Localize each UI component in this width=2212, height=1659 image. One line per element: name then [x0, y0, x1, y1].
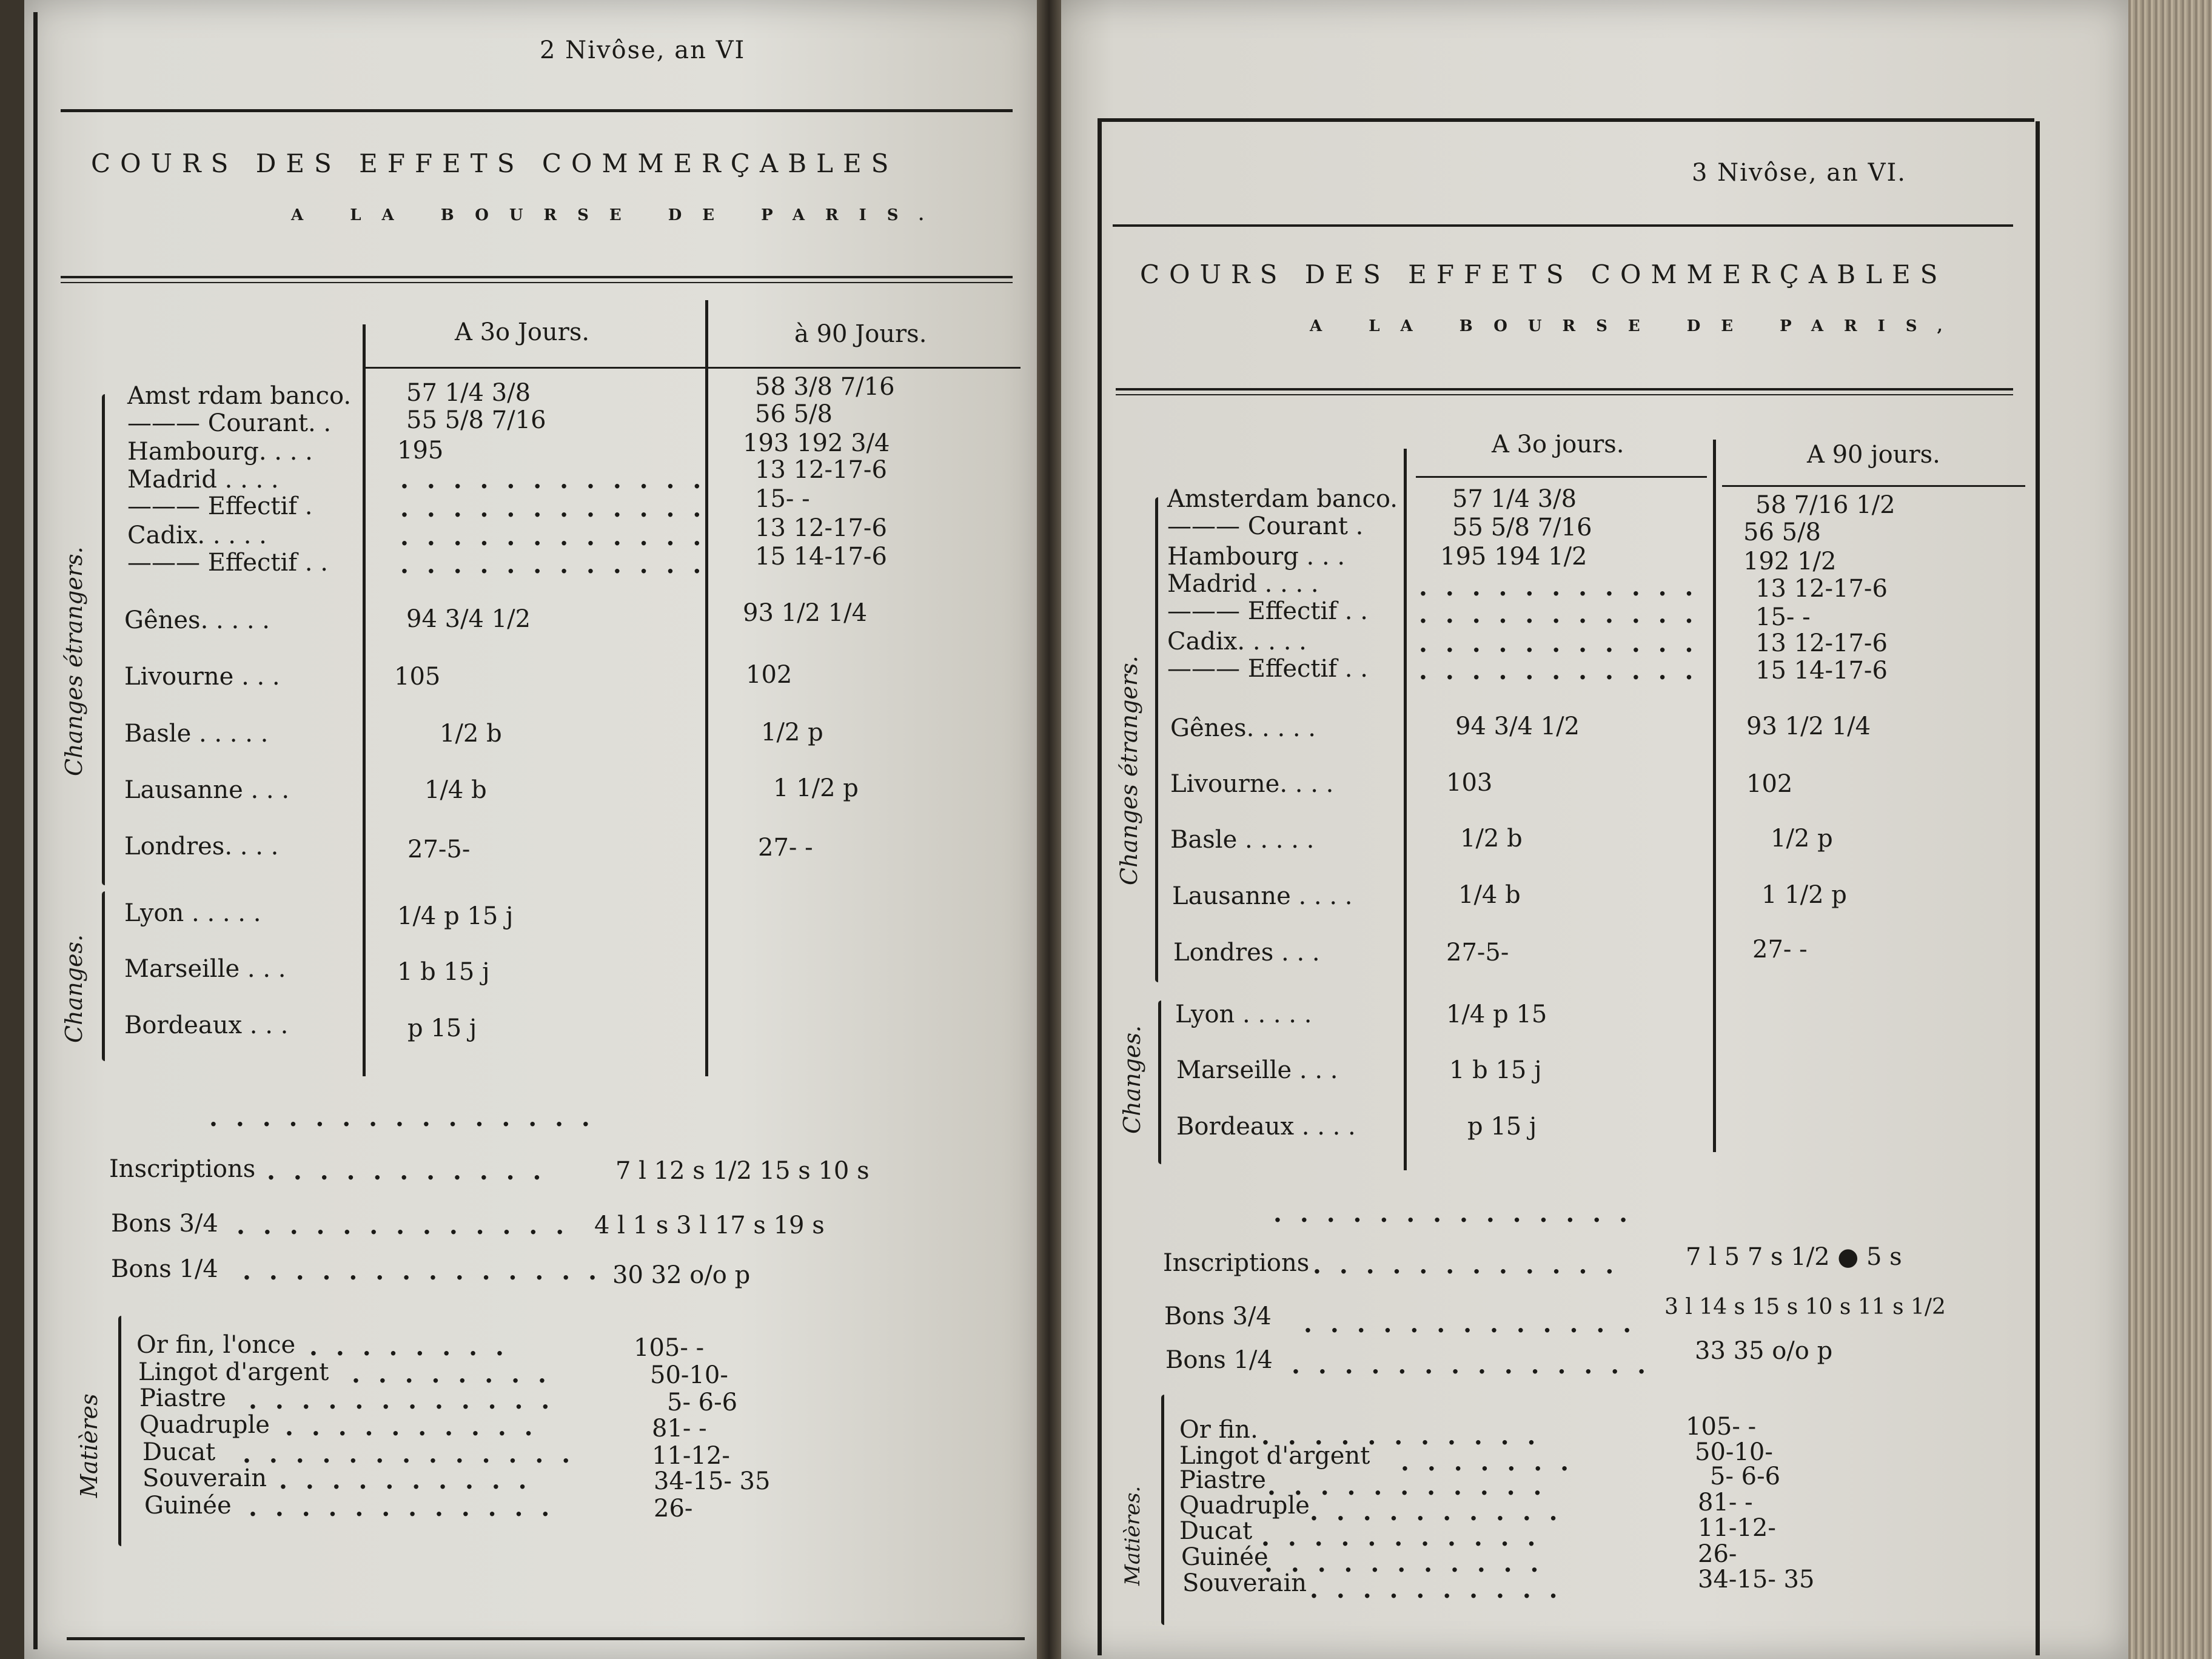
- metal-value: 81- -: [652, 1415, 707, 1443]
- brace-metals: [1161, 1395, 1164, 1625]
- table-row-name: Madrid . . . .: [127, 466, 279, 494]
- dot-leader: . . . . . . . . . . .: [1419, 657, 1698, 685]
- table-row-v30: 103: [1446, 769, 1493, 797]
- table-row-v30: p 15 j: [1467, 1113, 1537, 1141]
- securities-value: 3 l 14 s 15 s 10 s 11 s 1/2: [1664, 1295, 1946, 1319]
- table-row-v30: 57 1/4 3/8: [406, 379, 531, 407]
- securities-value: 7 l 5 7 s 1/2 ● 5 s: [1686, 1243, 1902, 1271]
- table-row-name: Basle . . . . .: [124, 720, 269, 748]
- table-row-name: Lausanne . . .: [124, 776, 290, 804]
- securities-name: Inscriptions: [1163, 1249, 1310, 1277]
- table-row-v90: 13 12-17-6: [755, 514, 887, 542]
- table-row-v90: 15 14-17-6: [755, 543, 887, 571]
- table-row-v30: 1/2 b: [1460, 825, 1523, 853]
- metal-name: Quadruple: [1179, 1492, 1310, 1520]
- table-row-v90: 13 12-17-6: [1755, 575, 1888, 603]
- dot-leader: . . . . . . . . . . . .: [400, 494, 706, 523]
- dot-leader: . . . . . . . . . . . .: [400, 523, 706, 551]
- dot-leader: . . . . . . . . . . .: [1264, 1549, 1544, 1578]
- section-dots: . . . . . . . . . . . . . . .: [209, 1104, 595, 1132]
- securities-name: Bons 3/4: [111, 1210, 218, 1238]
- table-row-v90: 56 5/8: [1743, 518, 1821, 546]
- metal-name: Ducat: [142, 1438, 216, 1466]
- table-row-v30: 57 1/4 3/8: [1452, 485, 1577, 513]
- dot-leader: . . . . . . . . . . . . . .: [243, 1257, 602, 1285]
- metal-name: Souverain: [142, 1464, 267, 1492]
- table-row-name: ——— Courant. .: [127, 409, 332, 437]
- running-head: 3 Nivôse, an VI.: [1692, 159, 1906, 187]
- table-row-name: Amsterdam banco.: [1167, 485, 1398, 513]
- dot-leader: . . . . . . . . . . .: [1267, 1472, 1547, 1501]
- table-row-name: Amst rdam banco.: [127, 382, 352, 410]
- header-underline-1: [1416, 476, 1707, 478]
- table-row-v30: 105: [394, 663, 441, 691]
- book-gutter: [1037, 0, 1061, 1659]
- table-row-name: Lyon . . . . .: [1175, 1000, 1312, 1028]
- dot-leader: . . . . . . . . . . .: [1261, 1523, 1541, 1552]
- dot-leader: . . . . . . . . . . .: [1419, 573, 1698, 602]
- metal-value: 26-: [654, 1495, 693, 1523]
- dot-leader: . . . . . . . .: [352, 1360, 551, 1389]
- securities-name: Inscriptions: [109, 1155, 256, 1183]
- col-header-30: A 3o Jours.: [455, 318, 590, 346]
- col-header-90: à 90 Jours.: [794, 320, 927, 348]
- metal-value: 11-12-: [1698, 1514, 1776, 1542]
- table-row-name: Livourne. . . .: [1170, 770, 1334, 798]
- dot-leader: . . . . . . . . . . .: [1419, 600, 1698, 629]
- dot-leader: . . . . . . . . . . .: [1261, 1422, 1541, 1450]
- metal-value: 11-12-: [652, 1442, 730, 1470]
- table-row-name: ——— Courant .: [1167, 512, 1364, 540]
- securities-name: Bons 1/4: [1165, 1346, 1273, 1374]
- table-row-v90: 1 1/2 p: [773, 774, 859, 802]
- header-underline-2: [1722, 485, 2025, 487]
- metal-value: 34-15- 35: [654, 1467, 771, 1495]
- securities-value: 7 l 12 s 1/2 15 s 10 s: [615, 1157, 870, 1185]
- top-rule: [61, 109, 1013, 112]
- metal-name: Piastre: [139, 1384, 226, 1412]
- group-label-metals: Matières.: [1121, 1486, 1145, 1586]
- table-row-name: Lyon . . . . .: [124, 899, 261, 927]
- table-row-v90: 27- -: [758, 834, 813, 862]
- table-row-name: Gênes. . . . .: [1170, 714, 1316, 742]
- table-row-v30: 27-5-: [407, 836, 471, 863]
- table-row-v90: 192 1/2: [1743, 548, 1837, 575]
- metal-name: Quadruple: [139, 1411, 270, 1439]
- table-row-v30: 94 3/4 1/2: [1455, 712, 1580, 740]
- table-row-name: Madrid . . . .: [1167, 570, 1319, 598]
- table-row-name: Hambourg . . .: [1167, 543, 1346, 571]
- dot-leader: . . . . . . . . . .: [285, 1413, 538, 1441]
- securities-value: 30 32 o/o p: [612, 1261, 751, 1289]
- table-row-v30: 27-5-: [1446, 939, 1509, 967]
- dot-leader: . . . . . . . . . . . .: [400, 551, 706, 579]
- table-row-name: ——— Effectif .: [127, 492, 313, 520]
- metal-value: 105- -: [634, 1334, 705, 1362]
- table-row-v90: 93 1/2 1/4: [743, 599, 868, 627]
- dot-leader: . . . . . . . . . .: [279, 1466, 532, 1495]
- col-divider-2: [1713, 440, 1716, 1152]
- table-row-v30: 1/4 b: [1458, 881, 1521, 909]
- securities-value: 4 l 1 s 3 l 17 s 19 s: [594, 1212, 825, 1239]
- metal-name: Lingot d'argent: [138, 1358, 329, 1386]
- dot-leader: . . . . . . .: [1401, 1448, 1574, 1476]
- group-label-foreign: Changes étrangers.: [61, 546, 87, 776]
- table-row-v30: 195 194 1/2: [1440, 543, 1587, 571]
- table-row-name: Marseille . . .: [124, 955, 286, 983]
- col-header-90: A 90 jours.: [1807, 441, 1940, 469]
- page-title: COURS DES EFFETS COMMERÇABLES: [1140, 260, 1948, 289]
- table-row-v30: 1/4 b: [424, 776, 487, 804]
- table-row-name: Bordeaux . . . .: [1176, 1113, 1356, 1141]
- metal-value: 81- -: [1698, 1489, 1753, 1517]
- metal-value: 50-10-: [650, 1361, 728, 1389]
- table-row-v90: 15- -: [1755, 603, 1811, 631]
- securities-value: 33 35 o/o p: [1695, 1337, 1833, 1365]
- table-row-v30: 1 b 15 j: [397, 958, 490, 986]
- table-row-v30: 94 3/4 1/2: [406, 605, 531, 633]
- table-row-name: Gênes. . . . .: [124, 606, 270, 634]
- table-row-name: Hambourg. . . .: [127, 438, 313, 466]
- table-row-v90: 193 192 3/4: [743, 429, 890, 457]
- securities-name: Bons 1/4: [111, 1255, 218, 1283]
- table-row-v90: 93 1/2 1/4: [1746, 712, 1871, 740]
- metal-value: 5- 6-6: [667, 1389, 738, 1416]
- dot-leader: . . . . . . . . . . . . .: [243, 1440, 575, 1469]
- top-frame-rule: [1098, 118, 2034, 122]
- table-row-name: Livourne . . .: [124, 663, 280, 691]
- table-row-name: Lausanne . . . .: [1172, 882, 1353, 910]
- table-row-v30: 1/4 p 15: [1446, 1000, 1547, 1028]
- brace-foreign: [102, 394, 105, 885]
- table-row-v90: 102: [746, 661, 793, 689]
- dot-leader: . . . . . . . . . . . .: [400, 466, 706, 494]
- table-row-name: Cadix. . . . .: [1167, 628, 1307, 655]
- metal-name: Guinée: [144, 1492, 232, 1520]
- table-row-v90: 58 3/8 7/16: [755, 373, 895, 401]
- brace-foreign: [1155, 497, 1158, 982]
- metal-name: Or fin, l'once: [136, 1331, 296, 1359]
- dot-leader: . . . . . . . . . . . .: [249, 1386, 555, 1415]
- col-header-30: A 3o jours.: [1492, 431, 1624, 458]
- table-row-v90: 27- -: [1752, 936, 1808, 964]
- table-row-v30: 195: [397, 437, 444, 464]
- metal-value: 5- 6-6: [1710, 1463, 1781, 1490]
- table-row-v90: 13 12-17-6: [1755, 629, 1888, 657]
- dot-leader: . . . . . . . . . .: [1310, 1498, 1563, 1526]
- dot-leader: . . . . . . . . . . .: [267, 1157, 546, 1185]
- dot-leader: . . . . . . . . . . . .: [1313, 1251, 1619, 1279]
- brace-metals: [118, 1316, 121, 1546]
- brace-domestic: [1158, 1000, 1161, 1164]
- page-edges: [2128, 0, 2212, 1659]
- table-row-v90: 56 5/8: [755, 400, 833, 428]
- page-subtitle: A LA BOURSE DE PARIS,: [1310, 317, 1963, 335]
- metal-name: Or fin.: [1179, 1416, 1258, 1444]
- table-row-name: Bordeaux . . .: [124, 1011, 289, 1039]
- header-underline: [363, 367, 1021, 369]
- table-row-v30: 55 5/8 7/16: [406, 406, 546, 434]
- page-title: COURS DES EFFETS COMMERÇABLES: [91, 149, 899, 178]
- running-head: 2 Nivôse, an VI: [540, 36, 746, 64]
- group-label-metals: Matières: [76, 1393, 102, 1498]
- table-row-v30: 55 5/8 7/16: [1452, 514, 1592, 541]
- col-divider-2: [705, 300, 708, 1076]
- title-rule: [61, 276, 1013, 283]
- table-row-v90: 1 1/2 p: [1761, 881, 1847, 909]
- dot-leader: . . . . . . . . . . . . .: [236, 1212, 569, 1240]
- table-row-name: Londres. . . .: [124, 833, 279, 860]
- metal-name: Souverain: [1182, 1569, 1307, 1597]
- table-row-name: Basle . . . . .: [1170, 826, 1315, 854]
- dot-leader: . . . . . . . . . .: [1310, 1575, 1563, 1604]
- table-row-v90: 15 14-17-6: [1755, 657, 1888, 685]
- securities-name: Bons 3/4: [1164, 1302, 1272, 1330]
- table-row-name: Londres . . .: [1173, 939, 1320, 967]
- table-row-name: ——— Effectif . .: [1167, 655, 1368, 683]
- table-row-v30: 1 b 15 j: [1449, 1056, 1542, 1084]
- dot-leader: . . . . . . . . . . . .: [249, 1493, 555, 1522]
- table-row-v30: 1/4 p 15 j: [397, 902, 514, 930]
- table-row-v90: 15- -: [755, 485, 810, 513]
- dot-leader: . . . . . . . . . . . . .: [1304, 1310, 1637, 1338]
- dot-leader: . . . . . . . . . . .: [1419, 629, 1698, 658]
- page-subtitle: A LA BOURSE DE PARIS.: [291, 206, 945, 224]
- metal-value: 26-: [1698, 1540, 1737, 1568]
- metal-value: 34-15- 35: [1698, 1566, 1815, 1594]
- metal-name: Piastre: [1179, 1466, 1266, 1494]
- section-dots: . . . . . . . . . . . . . .: [1273, 1199, 1632, 1228]
- metal-value: 50-10-: [1695, 1438, 1773, 1466]
- table-row-v30: p 15 j: [407, 1014, 477, 1042]
- metal-name: Ducat: [1179, 1517, 1253, 1545]
- metal-name: Lingot d'argent: [1179, 1442, 1370, 1470]
- metal-value: 105- -: [1686, 1413, 1757, 1441]
- table-row-name: Marseille . . .: [1176, 1056, 1338, 1084]
- table-row-v90: 1/2 p: [1771, 825, 1833, 853]
- table-row-v90: 13 12-17-6: [755, 456, 887, 484]
- col-divider-1: [363, 324, 366, 1076]
- bottom-rule: [67, 1637, 1025, 1640]
- dot-leader: . . . . . . . . . . . . . .: [1292, 1351, 1651, 1379]
- group-label-domestic: Changes.: [1119, 1025, 1145, 1134]
- table-row-v90: 1/2 p: [761, 719, 823, 746]
- table-row-name: ——— Effectif . .: [127, 549, 328, 577]
- table-row-v30: 1/2 b: [440, 720, 502, 748]
- dot-leader: . . . . . . . .: [309, 1333, 509, 1361]
- table-row-v90: 102: [1746, 770, 1793, 798]
- brace-domestic: [102, 891, 105, 1061]
- table-row-name: ——— Effectif . .: [1167, 597, 1368, 625]
- top-rule: [1113, 224, 2013, 227]
- table-row-v90: 58 7/16 1/2: [1755, 491, 1895, 519]
- metal-name: Guinée: [1181, 1543, 1269, 1571]
- col-divider-1: [1404, 449, 1407, 1170]
- title-rule: [1116, 388, 2013, 395]
- group-label-domestic: Changes.: [61, 934, 87, 1043]
- group-label-foreign: Changes étrangers.: [1116, 655, 1142, 885]
- table-row-name: Cadix. . . . .: [127, 521, 267, 549]
